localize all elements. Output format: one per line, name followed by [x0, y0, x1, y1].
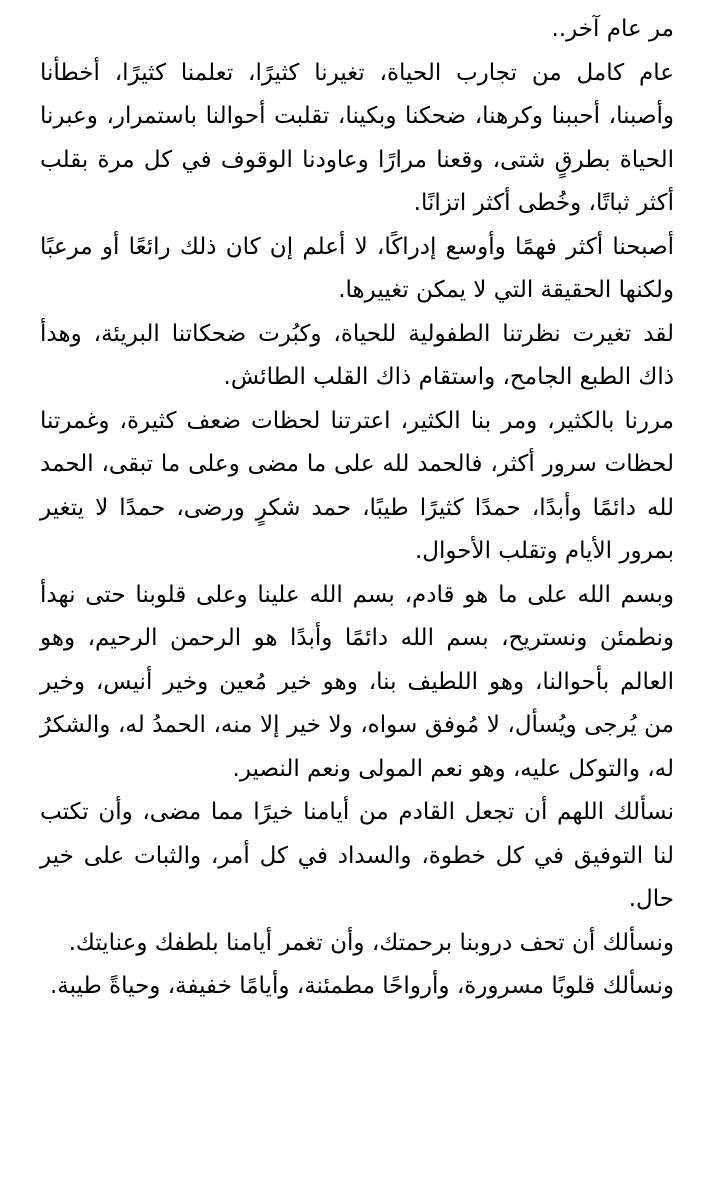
paragraph-gratitude: مررنا بالكثير، ومر بنا الكثير، اعترتنا لحظات ضعف كثيرة، وغمرتنا لحظات سرور أكثر، فالحمد لله على ما مضى وعلى ما تبقى، الحمد لله دائمًا وأبدًا، حمدًا كثيرًا طيبًا، حمد شكرٍ ورضى، حمدًا لا يتغير بمرور الأيام وتقلب الأحوال.	[40, 407, 674, 564]
paragraph-understanding: أصبحنا أكثر فهمًا وأوسع إدراكًا، لا أعلم إن كان ذلك رائعًا أو مرعبًا ولكنها الحقيقة التي لا يمكن تغييرها.	[40, 233, 674, 303]
paragraph-intro: مر عام آخر..	[551, 16, 674, 42]
paragraph-bismillah: وبسم الله على ما هو قادم، بسم الله علينا وعلى قلوبنا حتى نهدأ ونطمئن ونستريح، بسم الله دائمًا وأبدًا هو الرحمن الرحيم، وهو العالم بأحوالنا، وهو اللطيف بنا، وهو خير مُعين وخير أنيس، وخير من يُرجى ويُسأل، لا مُوفق سواه، ولا خير إلا منه، الحمدُ له، والشكرُ له، والتوكل عليه، وهو نعم المولى ونعم النصير.	[40, 581, 674, 782]
paragraph-changed-outlook: لقد تغيرت نظرتنا الطفولية للحياة، وكبُرت ضحكاتنا البريئة، وهدأ ذاك الطبع الجامح، واستقام ذاك القلب الطائش.	[40, 320, 674, 390]
paragraph-supplication-mercy: ونسألك أن تحف دروبنا برحمتك، وأن تغمر أيامنا بلطفك وعنايتك.	[68, 929, 674, 956]
paragraph-year-experiences: عام كامل من تجارب الحياة، تغيرنا كثيرًا، تعلمنا كثيرًا، أخطأنا وأصبنا، أحببنا وكرهنا، ضحكنا وبكينا، تقلبت أحوالنا باستمرار، وعبرنا الحياة بطرقٍ شتى، وقعنا مرارًا وعاودنا الوقوف في كل مرة بقلب أكثر ثباتًا، وخُطى أكثر اتزانًا.	[40, 59, 674, 216]
paragraph-supplication-future: نسألك اللهم أن تجعل القادم من أيامنا خيرًا مما مضى، وأن تكتب لنا التوفيق في كل خطوة، والسداد في كل أمر، والثبات على خير حال.	[40, 799, 674, 912]
paragraph-supplication-hearts: ونسألك قلوبًا مسرورة، وأرواحًا مطمئنة، وأيامًا خفيفة، وحياةً طيبة.	[49, 973, 674, 999]
